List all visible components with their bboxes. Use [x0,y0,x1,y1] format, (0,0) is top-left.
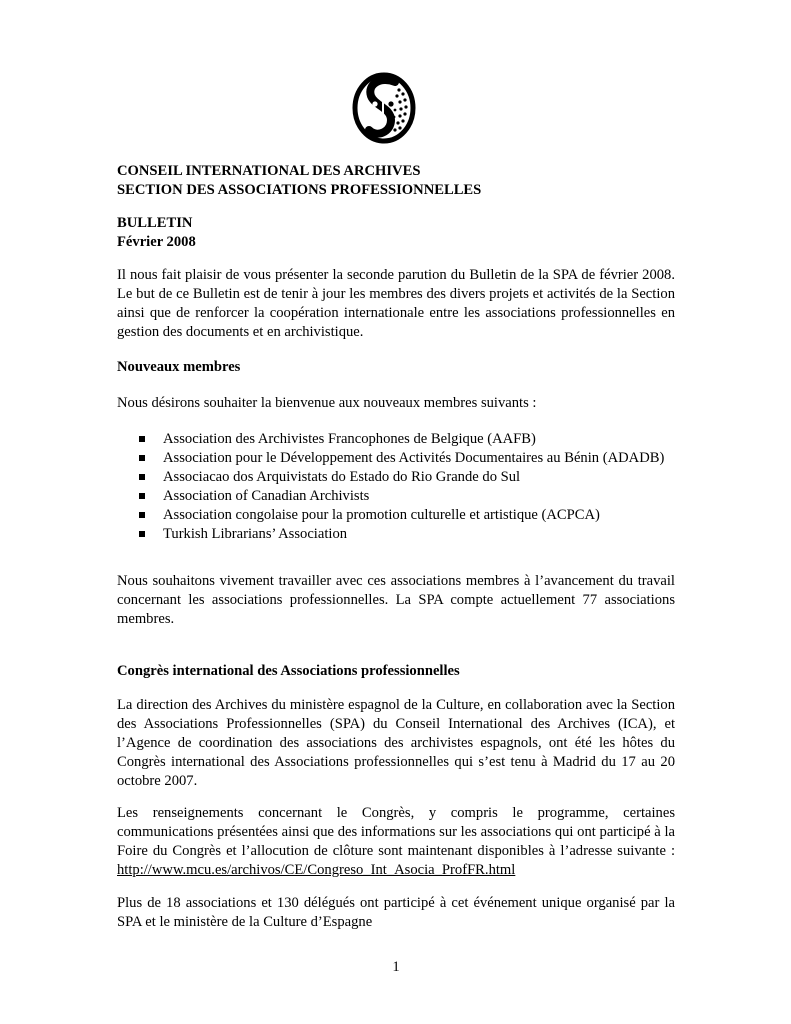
header-section: SECTION DES ASSOCIATIONS PROFESSIONNELLES [117,182,482,198]
list-item: Turkish Librarians’ Association [139,525,675,544]
bullet-icon [139,436,145,442]
congress-paragraph-2: Les renseignements concernant le Congrès, y compris le programme, certaines communications présentées ainsi que des informations sur les associations qui ont participé à la Foire du Congrès et l’allocution de clôture sont maintenant disponibles à l’adresse suivante : http://www.mcu.es/archivos/CE/Congreso_Int_Asocia_ProfFR.html [117,805,675,878]
document-header [117,162,675,200]
new-members-welcome: Nous désirons souhaiter la bienvenue aux nouveaux membres suivants : [117,395,537,411]
list-item: Association pour le Développement des Activités Documentaires au Bénin (ADADB) [139,449,675,468]
bullet-icon [139,455,145,461]
congress-heading: Congrès international des Associations professionnelles [117,663,460,679]
list-item: Association des Archivistes Francophones de Belgique (AAFB) [139,430,675,449]
list-item: Associacao dos Arquivistats do Estado do Rio Grande do Sul [139,468,675,487]
bullet-icon [139,512,145,518]
bulletin-title-block [117,214,675,252]
bullet-icon [139,531,145,537]
bullet-icon [139,493,145,499]
list-item: Association of Canadian Archivists [139,487,675,506]
header-organization: CONSEIL INTERNATIONAL DES ARCHIVES [117,163,421,179]
page-number: 1 [392,959,400,975]
new-members-list [139,430,675,544]
bulletin-title: BULLETIN [117,215,193,231]
congress-paragraph-1: La direction des Archives du ministère espagnol de la Culture, en collaboration avec la Section des Associations Professionnelles (SPA) du Conseil International des Archives (ICA), et l’Agence de coordination des associations des archivistes espagnols, ont été les hôtes du Congrès international des Associations professionnelles qui s’est tenu à Madrid du 17 au 20 octobre 2007. [117,697,675,789]
list-item: Association congolaise pour la promotion culturelle et artistique (ACPCA) [139,506,675,525]
congress-paragraph-3: Plus de 18 associations et 130 délégués ont participé à cet événement unique organisé par la SPA et le ministère de la Culture d’Espagne [117,895,675,930]
bullet-icon [139,474,145,480]
congress-link[interactable]: http://www.mcu.es/archivos/CE/Congreso_Int_Asocia_ProfFR.html [117,862,516,878]
ica-logo [351,72,417,144]
new-members-closing: Nous souhaitons vivement travailler avec ces associations membres à l’avancement du travail concernant les associations professionnelles. La SPA compte actuellement 77 associations membres. [117,573,675,627]
new-members-heading: Nouveaux membres [117,359,241,375]
bulletin-date: Février 2008 [117,234,196,250]
intro-paragraph: Il nous fait plaisir de vous présenter la seconde parution du Bulletin de la SPA de février 2008. Le but de ce Bulletin est de tenir à jour les membres des divers projets et activités de la Section ainsi que de renforcer la coopération internationale entre les associations professionnelles en gestion des documents et en archivistique. [117,267,675,340]
